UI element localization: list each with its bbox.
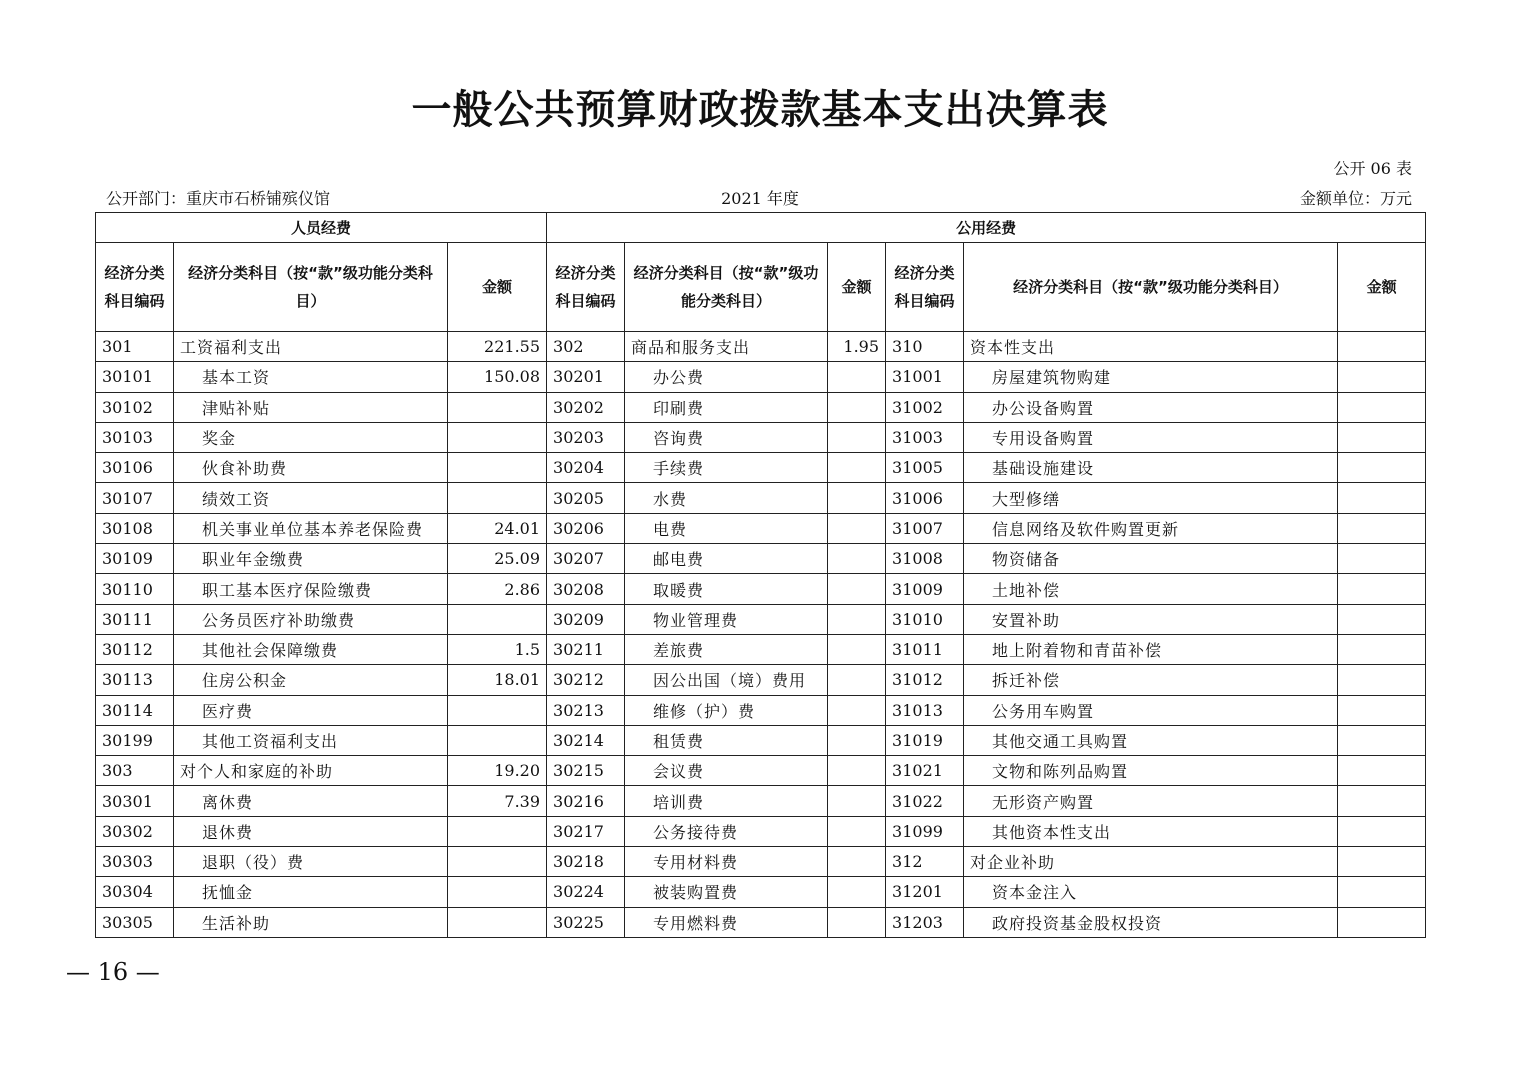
header-name: 经济分类科目（按“款”级功能分类科目） <box>174 243 448 332</box>
table-row <box>96 362 1426 392</box>
code-cell: 31002 <box>886 392 964 422</box>
table-row <box>96 725 1426 755</box>
amount-cell <box>828 665 886 695</box>
code-cell: 31013 <box>886 695 964 725</box>
amount-cell <box>1338 453 1426 483</box>
code-cell: 30113 <box>96 665 174 695</box>
amount-cell <box>828 756 886 786</box>
amount-cell <box>828 453 886 483</box>
name-cell: 拆迁补偿 <box>964 665 1338 695</box>
code-cell: 30204 <box>547 453 625 483</box>
name-cell: 水费 <box>625 483 828 513</box>
code-cell: 31003 <box>886 422 964 452</box>
name-cell: 会议费 <box>625 756 828 786</box>
name-cell: 抚恤金 <box>174 877 448 907</box>
name-cell: 电费 <box>625 513 828 543</box>
table-row <box>96 604 1426 634</box>
name-cell: 地上附着物和青苗补偿 <box>964 634 1338 664</box>
name-cell: 咨询费 <box>625 422 828 452</box>
code-cell: 31021 <box>886 756 964 786</box>
table-row <box>96 574 1426 604</box>
table-row <box>96 877 1426 907</box>
amount-cell <box>1338 786 1426 816</box>
code-cell: 30199 <box>96 725 174 755</box>
table-row <box>96 907 1426 937</box>
amount-cell <box>448 483 547 513</box>
name-cell: 因公出国（境）费用 <box>625 665 828 695</box>
header-code: 经济分类科目编码 <box>96 243 174 332</box>
amount-cell: 18.01 <box>448 665 547 695</box>
amount-cell: 1.95 <box>828 332 886 362</box>
column-header-row <box>96 243 1426 332</box>
table-row <box>96 544 1426 574</box>
table-row <box>96 332 1426 362</box>
amount-cell: 1.5 <box>448 634 547 664</box>
code-cell: 310 <box>886 332 964 362</box>
code-cell: 30301 <box>96 786 174 816</box>
amount-cell <box>828 604 886 634</box>
amount-cell <box>1338 392 1426 422</box>
header-name: 经济分类科目（按“款”级功能分类科目） <box>964 243 1338 332</box>
table-row <box>96 756 1426 786</box>
code-cell: 31009 <box>886 574 964 604</box>
table-row <box>96 816 1426 846</box>
name-cell: 办公费 <box>625 362 828 392</box>
table-row <box>96 483 1426 513</box>
header-code: 经济分类科目编码 <box>547 243 625 332</box>
code-cell: 30101 <box>96 362 174 392</box>
code-cell: 30218 <box>547 847 625 877</box>
code-cell: 31005 <box>886 453 964 483</box>
code-cell: 30107 <box>96 483 174 513</box>
amount-cell <box>828 786 886 816</box>
name-cell: 维修（护）费 <box>625 695 828 725</box>
section-personnel: 人员经费 <box>96 213 547 243</box>
name-cell: 被装购置费 <box>625 877 828 907</box>
amount-cell <box>828 392 886 422</box>
amount-cell <box>1338 574 1426 604</box>
amount-cell <box>1338 665 1426 695</box>
name-cell: 培训费 <box>625 786 828 816</box>
name-cell: 手续费 <box>625 453 828 483</box>
name-cell: 邮电费 <box>625 544 828 574</box>
name-cell: 印刷费 <box>625 392 828 422</box>
name-cell: 伙食补助费 <box>174 453 448 483</box>
section-public: 公用经费 <box>547 213 1426 243</box>
amount-cell <box>1338 695 1426 725</box>
code-cell: 30201 <box>547 362 625 392</box>
name-cell: 公务接待费 <box>625 816 828 846</box>
amount-cell <box>828 725 886 755</box>
code-cell: 30305 <box>96 907 174 937</box>
amount-cell <box>828 847 886 877</box>
code-cell: 30203 <box>547 422 625 452</box>
code-cell: 30205 <box>547 483 625 513</box>
table-row <box>96 453 1426 483</box>
amount-cell: 24.01 <box>448 513 547 543</box>
table-row <box>96 392 1426 422</box>
amount-cell: 19.20 <box>448 756 547 786</box>
amount-cell <box>448 392 547 422</box>
name-cell: 机关事业单位基本养老保险费 <box>174 513 448 543</box>
name-cell: 工资福利支出 <box>174 332 448 362</box>
name-cell: 政府投资基金股权投资 <box>964 907 1338 937</box>
code-cell: 30215 <box>547 756 625 786</box>
code-cell: 30217 <box>547 816 625 846</box>
name-cell: 其他社会保障缴费 <box>174 634 448 664</box>
name-cell: 津贴补贴 <box>174 392 448 422</box>
name-cell: 生活补助 <box>174 907 448 937</box>
name-cell: 医疗费 <box>174 695 448 725</box>
amount-cell <box>448 604 547 634</box>
form-number: 公开 06 表 <box>1333 159 1412 178</box>
name-cell: 大型修缮 <box>964 483 1338 513</box>
code-cell: 30112 <box>96 634 174 664</box>
code-cell: 301 <box>96 332 174 362</box>
code-cell: 30109 <box>96 544 174 574</box>
amount-cell <box>1338 907 1426 937</box>
code-cell: 30212 <box>547 665 625 695</box>
code-cell: 30111 <box>96 604 174 634</box>
code-cell: 30108 <box>96 513 174 543</box>
section-header-row <box>96 213 1426 243</box>
table-row <box>96 665 1426 695</box>
amount-cell: 25.09 <box>448 544 547 574</box>
name-cell: 资本性支出 <box>964 332 1338 362</box>
code-cell: 312 <box>886 847 964 877</box>
name-cell: 物资储备 <box>964 544 1338 574</box>
code-cell: 31001 <box>886 362 964 392</box>
name-cell: 专用设备购置 <box>964 422 1338 452</box>
code-cell: 31007 <box>886 513 964 543</box>
code-cell: 31099 <box>886 816 964 846</box>
code-cell: 31201 <box>886 877 964 907</box>
amount-cell <box>828 907 886 937</box>
header-amount: 金额 <box>448 243 547 332</box>
code-cell: 31010 <box>886 604 964 634</box>
table-row <box>96 786 1426 816</box>
name-cell: 离休费 <box>174 786 448 816</box>
name-cell: 房屋建筑物购建 <box>964 362 1338 392</box>
code-cell: 30224 <box>547 877 625 907</box>
header-amount: 金额 <box>1338 243 1426 332</box>
code-cell: 30304 <box>96 877 174 907</box>
table-row <box>96 422 1426 452</box>
name-cell: 住房公积金 <box>174 665 448 695</box>
name-cell: 信息网络及软件购置更新 <box>964 513 1338 543</box>
budget-table <box>95 212 1426 938</box>
code-cell: 30206 <box>547 513 625 543</box>
page-title: 一般公共预算财政拨款基本支出决算表 <box>411 87 1109 133</box>
code-cell: 30213 <box>547 695 625 725</box>
code-cell: 30302 <box>96 816 174 846</box>
name-cell: 差旅费 <box>625 634 828 664</box>
page-number: — 16 — <box>66 958 160 986</box>
name-cell: 退职（役）费 <box>174 847 448 877</box>
code-cell: 30303 <box>96 847 174 877</box>
name-cell: 其他交通工具购置 <box>964 725 1338 755</box>
code-cell: 30211 <box>547 634 625 664</box>
name-cell: 对企业补助 <box>964 847 1338 877</box>
amount-cell <box>1338 725 1426 755</box>
code-cell: 31012 <box>886 665 964 695</box>
code-cell: 31006 <box>886 483 964 513</box>
amount-unit: 金额单位：万元 <box>1299 189 1412 208</box>
code-cell: 30103 <box>96 422 174 452</box>
name-cell: 公务员医疗补助缴费 <box>174 604 448 634</box>
header-name: 经济分类科目（按“款”级功能分类科目） <box>625 243 828 332</box>
amount-cell <box>1338 847 1426 877</box>
amount-cell <box>1338 544 1426 574</box>
name-cell: 职业年金缴费 <box>174 544 448 574</box>
name-cell: 商品和服务支出 <box>625 332 828 362</box>
amount-cell <box>828 362 886 392</box>
amount-cell <box>1338 483 1426 513</box>
table-row <box>96 513 1426 543</box>
code-cell: 30207 <box>547 544 625 574</box>
amount-cell: 2.86 <box>448 574 547 604</box>
code-cell: 30214 <box>547 725 625 755</box>
code-cell: 30102 <box>96 392 174 422</box>
code-cell: 30106 <box>96 453 174 483</box>
code-cell: 30216 <box>547 786 625 816</box>
name-cell: 安置补助 <box>964 604 1338 634</box>
amount-cell <box>828 695 886 725</box>
name-cell: 公务用车购置 <box>964 695 1338 725</box>
amount-cell: 150.08 <box>448 362 547 392</box>
table-row <box>96 847 1426 877</box>
amount-cell <box>828 544 886 574</box>
name-cell: 奖金 <box>174 422 448 452</box>
code-cell: 302 <box>547 332 625 362</box>
amount-cell <box>448 877 547 907</box>
department-label: 公开部门：重庆市石桥铺殡仪馆 <box>106 189 331 208</box>
name-cell: 租赁费 <box>625 725 828 755</box>
table-row <box>96 634 1426 664</box>
name-cell: 文物和陈列品购置 <box>964 756 1338 786</box>
code-cell: 30208 <box>547 574 625 604</box>
amount-cell <box>828 513 886 543</box>
amount-cell <box>1338 513 1426 543</box>
amount-cell <box>448 695 547 725</box>
code-cell: 31011 <box>886 634 964 664</box>
code-cell: 31008 <box>886 544 964 574</box>
amount-cell <box>828 574 886 604</box>
name-cell: 办公设备购置 <box>964 392 1338 422</box>
name-cell: 取暖费 <box>625 574 828 604</box>
code-cell: 30209 <box>547 604 625 634</box>
amount-cell <box>448 453 547 483</box>
amount-cell: 7.39 <box>448 786 547 816</box>
fiscal-year: 2021 年度 <box>721 189 799 208</box>
name-cell: 其他资本性支出 <box>964 816 1338 846</box>
amount-cell <box>448 422 547 452</box>
name-cell: 职工基本医疗保险缴费 <box>174 574 448 604</box>
code-cell: 30110 <box>96 574 174 604</box>
name-cell: 资本金注入 <box>964 877 1338 907</box>
name-cell: 基础设施建设 <box>964 453 1338 483</box>
amount-cell <box>828 816 886 846</box>
name-cell: 其他工资福利支出 <box>174 725 448 755</box>
name-cell: 基本工资 <box>174 362 448 392</box>
amount-cell <box>448 725 547 755</box>
table-row <box>96 695 1426 725</box>
code-cell: 30114 <box>96 695 174 725</box>
amount-cell <box>1338 362 1426 392</box>
amount-cell <box>828 483 886 513</box>
amount-cell <box>1338 604 1426 634</box>
name-cell: 专用燃料费 <box>625 907 828 937</box>
amount-cell <box>1338 756 1426 786</box>
amount-cell: 221.55 <box>448 332 547 362</box>
name-cell: 土地补偿 <box>964 574 1338 604</box>
code-cell: 30225 <box>547 907 625 937</box>
amount-cell <box>828 877 886 907</box>
name-cell: 绩效工资 <box>174 483 448 513</box>
name-cell: 退休费 <box>174 816 448 846</box>
amount-cell <box>448 816 547 846</box>
amount-cell <box>448 847 547 877</box>
amount-cell <box>1338 877 1426 907</box>
code-cell: 303 <box>96 756 174 786</box>
amount-cell <box>1338 332 1426 362</box>
amount-cell <box>828 634 886 664</box>
amount-cell <box>1338 634 1426 664</box>
amount-cell <box>828 422 886 452</box>
name-cell: 对个人和家庭的补助 <box>174 756 448 786</box>
code-cell: 31019 <box>886 725 964 755</box>
code-cell: 31022 <box>886 786 964 816</box>
amount-cell <box>1338 422 1426 452</box>
name-cell: 物业管理费 <box>625 604 828 634</box>
code-cell: 31203 <box>886 907 964 937</box>
name-cell: 专用材料费 <box>625 847 828 877</box>
code-cell: 30202 <box>547 392 625 422</box>
name-cell: 无形资产购置 <box>964 786 1338 816</box>
header-code: 经济分类科目编码 <box>886 243 964 332</box>
amount-cell <box>448 907 547 937</box>
amount-cell <box>1338 816 1426 846</box>
header-amount: 金额 <box>828 243 886 332</box>
